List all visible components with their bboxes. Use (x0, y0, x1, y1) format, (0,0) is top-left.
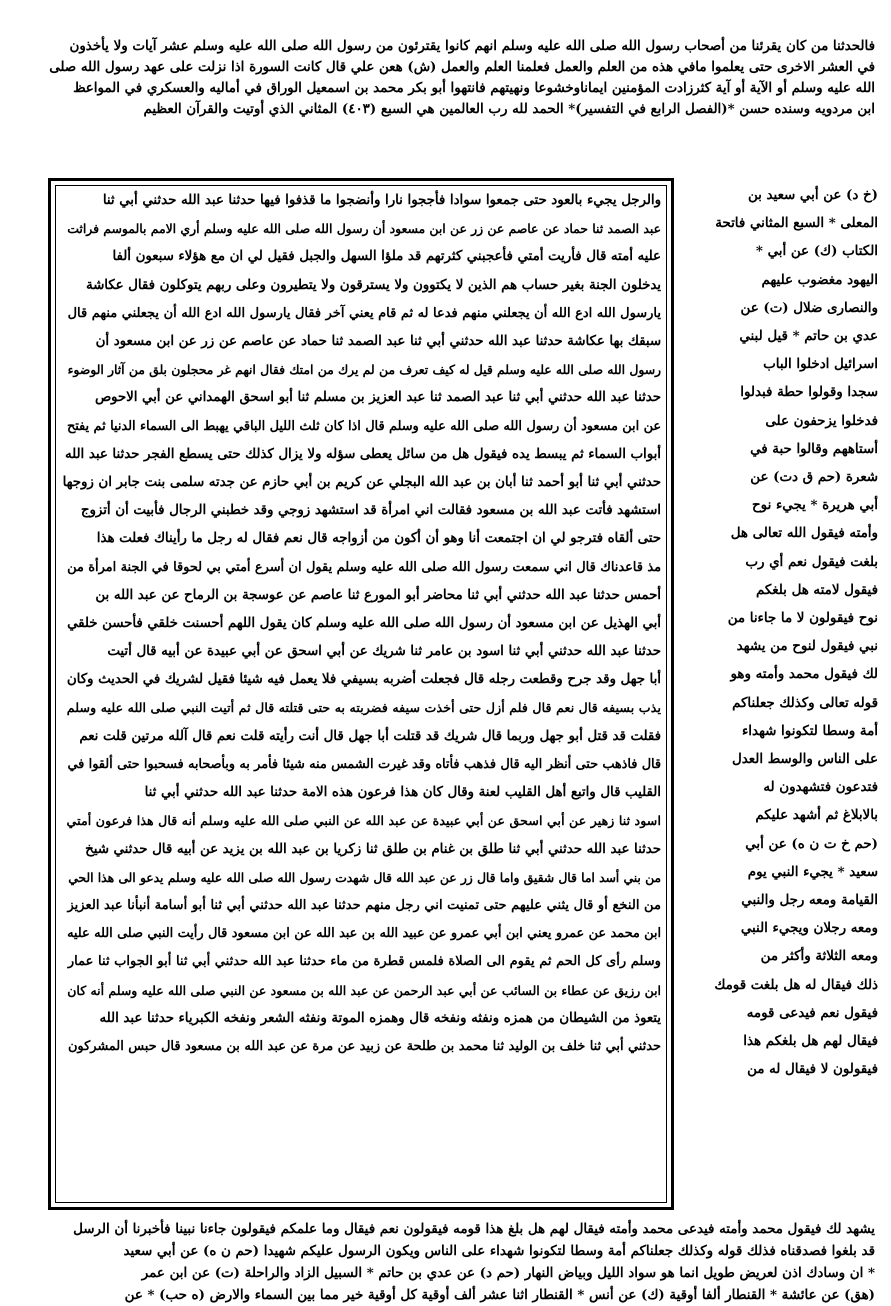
main-text-frame (48, 178, 674, 1210)
side-line: قوله تعالى وكذلك جعلناكم (732, 694, 878, 711)
side-commentary-column (678, 181, 878, 1084)
side-line: بلغت فيقول نعم أي رب (745, 553, 878, 570)
side-line: ومعه الثلاثة وأكثر من (760, 948, 878, 965)
main-line: يذب بسيفه قال نعم قال فلم أزل حتى أخذت سيفه فضربته به حتى قتلته قال ثم أتيت النبي صلى الله عليه وسلم (66, 700, 661, 716)
side-line: القيامة ومعه رجل والنبي (741, 892, 878, 909)
main-line: فقلت قد قتل أبو جهل وربما قال شريك قد قتلت أبا جهل قال أنت رأيته قلت نعم قال آلله مرتين قلت نعم (79, 728, 661, 744)
main-line: قال فاذهب حتى أنظر اليه قال فذهب فأتاه وقد غيرت الشمس منه شيئا فأمر به وبأصحابه فسحبوا حتى ألقوا في (67, 757, 661, 773)
top-commentary-block (20, 36, 875, 120)
main-line: عليه أمته قال فأريت أمتي فأعجبني كثرتهم قد ملؤا السهل والجبل فقيل لي ان مع هؤلاء سبعون ألفا (112, 249, 661, 265)
main-line: أبا جهل وقد جرح وقطعت رجله قال فجعلت أضربه بسيفي فلا يعمل فيه شيئا فقيل لشريك في الحديث وكان (66, 672, 661, 688)
main-line: حدثنا عبد الله حدثني أبي ثنا عبد الصمد ثنا عبد العزيز بن مسلم ثنا أبو اسحق الهمداني عن أبي الاحوص (94, 390, 661, 406)
main-line: أحمس حدثنا عبد الله حدثني أبي ثنا محاضر أبو المورع ثنا عاصم عن عوسجة بن الرماح عن عبد الله بن (95, 587, 661, 603)
bottom-line: يشهد لك فيقول محمد وأمته فيدعى محمد وأمته فيقال لهم هل بلغ هذا قومه فيقولون نعم فيقال وما علمكم فيقولون جاءنا نبينا فأخبرنا أن الرسل (73, 1221, 875, 1237)
side-line: شعرة (حم ق دت) عن (750, 469, 878, 486)
top-line: في العشر الاخرى حتى يعلموا مافي هذه من العلم والعمل فعلمنا العلم والعمل (ش) هعن علي قال كانت السورة اذا نزلت على عهد رسول الله صلى (49, 59, 875, 75)
main-line: سبقك بها عكاشة حدثنا عبد الله حدثني أبي ثنا عبد الصمد ثنا حماد عن عاصم عن زر عن ابن مسعود أن (95, 334, 661, 350)
bottom-line: قد بلغوا فصدقناه فذلك قوله وكذلك جعلناكم أمة وسطا لتكونوا شهداء على الناس ويكون الرسول عليكم شهيدا (حم ن ه) عن أبي سعيد (123, 1243, 875, 1259)
side-line: اسرائيل ادخلوا الباب (763, 356, 878, 373)
side-line: أمة وسطا لتكونوا شهداء (741, 722, 878, 739)
side-line: الكتاب (ك) عن أبي * (755, 243, 878, 260)
main-line: أبواب السماء ثم يبسط يده فيقول هل من سائل يعطى سؤله ولا يزال كذلك حتى يسطع الفجر حدثنا عبد الله (64, 446, 661, 462)
top-line: الله عليه وسلم أو الآية أو آية كثرزادت المؤمنين ايماناوخشوعا ونهيتهم فانتهوا أبو بكر محمد بن اسمعيل الوراق في أماليه والعسكري في المواعظ (73, 80, 875, 96)
top-line: ابن مردويه وسنده حسن *(الفصل الرابع في التفسير)* الحمد لله رب العالمين هي السبع (٤٠٣) المثاني الذي أوتيت والقرآن العظيم (143, 101, 875, 117)
main-line: اسود ثنا زهير عن أبي اسحق عن أبي عبيدة عن عبد الله عن النبي صلى الله عليه وسلم أنه قال هذا فرعون أمتي (66, 813, 661, 829)
main-line: القليب قال واتبع أهل القليب لعنة وقال كان هذا فرعون هذه الامة حدثنا عبد الله حدثني أبي ثنا (144, 785, 661, 801)
main-line: ابن محمد عن عمرو يعني ابن أبي عمرو عن عبيد الله بن عبد الله عن ابن مسعود قال رأيت النبي صلى الله عليه (67, 926, 661, 942)
side-line: فتدعون فتشهدون له (763, 779, 878, 796)
bottom-line: * ان وسادك اذن لعريض طويل انما هو سواد الليل وبياض النهار (حم د) عن عدي بن حاتم * السبيل الزاد والراحلة (ت) عن ابن عمر (141, 1265, 875, 1281)
side-line: فيقولون لا فيقال له من (747, 1061, 878, 1078)
side-line: (حم خ ت ن ه) عن أبي (745, 835, 878, 852)
main-line: من بني أسد اما قال شقيق واما قال زر عن عبد الله قال شهدت رسول الله صلى الله عليه وسلم يدعو الى هذا الحي (68, 869, 661, 885)
main-line: حتى ألقاه فترجو لي ان اجتمعت أنا وهو أن أكون من أزواجه قال نعم فقال له رجل ما رأيناك فعلت هذا (96, 531, 661, 547)
main-line: يدخلون الجنة بغير حساب هم الذين لا يكتوون ولا يسترقون ولا يتطيرون وعلى ربهم يتوكلون فقال عكاشة (85, 277, 661, 293)
main-line: وسلم رأى كل الحم ثم يقوم الى الصلاة فلمس قطرة من ماء حدثنا عبد الله حدثني أبي ثنا أبو الجواب ثنا عمار (67, 954, 661, 970)
side-line: بالابلاغ ثم أشهد عليكم (755, 807, 878, 824)
side-line: نوح فيقولون لا ما جاءنا من (727, 610, 878, 627)
main-line: عبد الصمد ثنا حماد عن عاصم عن زر عن ابن مسعود أن رسول الله صلى الله عليه وسلم أري الامم بالموسم فراثت (67, 221, 661, 237)
main-line: أبي الهذيل عن ابن مسعود أن رسول الله صلى الله عليه وسلم كان يقول اللهم أحسنت خلقي فأحسن خلقي (67, 616, 661, 632)
side-line: ومعه رجلان ويجيء النبي (740, 920, 878, 937)
main-line: مذ قاعدناك قال اني سمعت رسول الله صلى الله عليه وسلم يقول ان أسرع أمتي بي لحوقا في الجنة امرأة من (67, 559, 661, 575)
side-line: فدخلوا يزحفون على (765, 412, 878, 429)
main-line: يتعوذ من الشيطان من همزه ونفثه ونفخه قال وهمزه الموتة ونفثه الشعر ونفخه الكبرياء حدثنا عبد الله (99, 1010, 661, 1026)
side-line: فيقول لامته هل بلغكم (755, 581, 878, 598)
main-line: حدثنا عبد الله حدثني أبي ثنا طلق بن غنام بن طلق ثنا زكريا بن عبد الله بن يزيد عن أبيه قال حدثني شيخ (85, 841, 661, 857)
side-line: أستاههم وقالوا حبة في (750, 440, 878, 457)
side-line: (خ د) عن أبي سعيد بن (747, 187, 878, 203)
side-line: اليهود مغضوب عليهم (761, 271, 878, 288)
main-line: حدثنا عبد الله حدثني أبي ثنا اسود بن عامر ثنا شريك عن أبي اسحق عن أبي عبيدة عن أبيه قال أتيت (107, 644, 661, 660)
side-line: نبي فيقول لنوح من يشهد (736, 638, 878, 655)
side-line: فيقول نعم فيدعى قومه (746, 1004, 878, 1021)
side-line: أبي هريرة * يجيء نوح (752, 497, 878, 514)
main-line: رسول الله صلى الله عليه وسلم قيل له كيف تعرف من لم يرك من امتك فقال انهم غر محجلون بلق من آثار الوضوء (67, 362, 661, 378)
side-line: سعيد * يجيء النبي يوم (747, 863, 878, 880)
main-line: عن ابن مسعود أن رسول الله صلى الله عليه وسلم قال اذا كان ثلث الليل الباقي يهبط الى السماء الدنيا ثم يفتح (66, 418, 661, 434)
main-line: استشهد فأتت عبد الله بن مسعود فقالت اني امرأة قد استشهد زوجي وقد خطبني الرجال فأبيت أن أتزوج (80, 503, 661, 519)
main-line: والرجل يجيء بالعود حتى جمعوا سوادا فأججوا نارا وأنضجوا ما قذفوا فيها حدثنا عبد الله حدثني أبي ثنا (102, 193, 661, 208)
main-text-body (61, 187, 661, 1061)
main-line: ابن رزيق عن عطاء بن السائب عن أبي عبد الرحمن عن عبد الله بن مسعود عن النبي صلى الله عليه وسلم أنه كان (67, 982, 661, 998)
side-line: فيقال لهم هل بلغكم هذا (743, 1033, 878, 1050)
top-line: فالحدثنا من كان يقرئنا من أصحاب رسول الله صلى الله عليه وسلم انهم كانوا يقترئون من رسول الله صلى الله عليه وسلم عشر آيات ولا يأخذون (69, 38, 875, 54)
side-line: سجدا وقولوا حطة فبدلوا (740, 384, 878, 401)
side-line: عدي بن حاتم * قيل لبني (739, 328, 878, 345)
bottom-line: (هق) عن عائشة * القنطار ألفا أوقية (ك) عن أنس * القنطار اثنا عشر ألف أوقية كل أوقية خير مما بين السماء والارض (ه حب) * عن (124, 1287, 875, 1303)
side-line: والنصارى ضلال (ت) عن (740, 299, 878, 316)
side-line: لك فيقول محمد وأمته وهو (730, 666, 878, 683)
side-line: المعلى * السبع المثاني فاتحة (715, 215, 878, 232)
main-line: حدثني أبي ثنا خلف بن الوليد ثنا محمد بن طلحة عن زبيد عن مرة عن عبد الله بن مسعود قال حبس المشركون (67, 1039, 661, 1055)
main-line: يارسول الله ادع الله أن يجعلني منهم فدعا له ثم قام يعني آخر فقال يارسول الله ادع الله أن يجعلني منهم قال (67, 305, 661, 321)
main-line: من النخع أو قال يثني عليهم حتى تمنيت اني رجل منهم حدثنا عبد الله حدثني أبي ثنا أبو أسامة أنبأنا عبد العزيز (67, 898, 661, 914)
side-line: ذلك فيقال له هل بلغت قومك (714, 976, 878, 993)
bottom-commentary-block (20, 1218, 875, 1306)
main-line: حدثني أبي ثنا أبو أحمد ثنا أبان بن عبد الله البجلي عن كريم بن أبي حازم عن جدته سلمى بنت جابر ان زوجها (62, 475, 661, 491)
side-line: على الناس والوسط العدل (732, 751, 878, 768)
side-line: وأمته فيقول الله تعالى هل (730, 525, 878, 542)
